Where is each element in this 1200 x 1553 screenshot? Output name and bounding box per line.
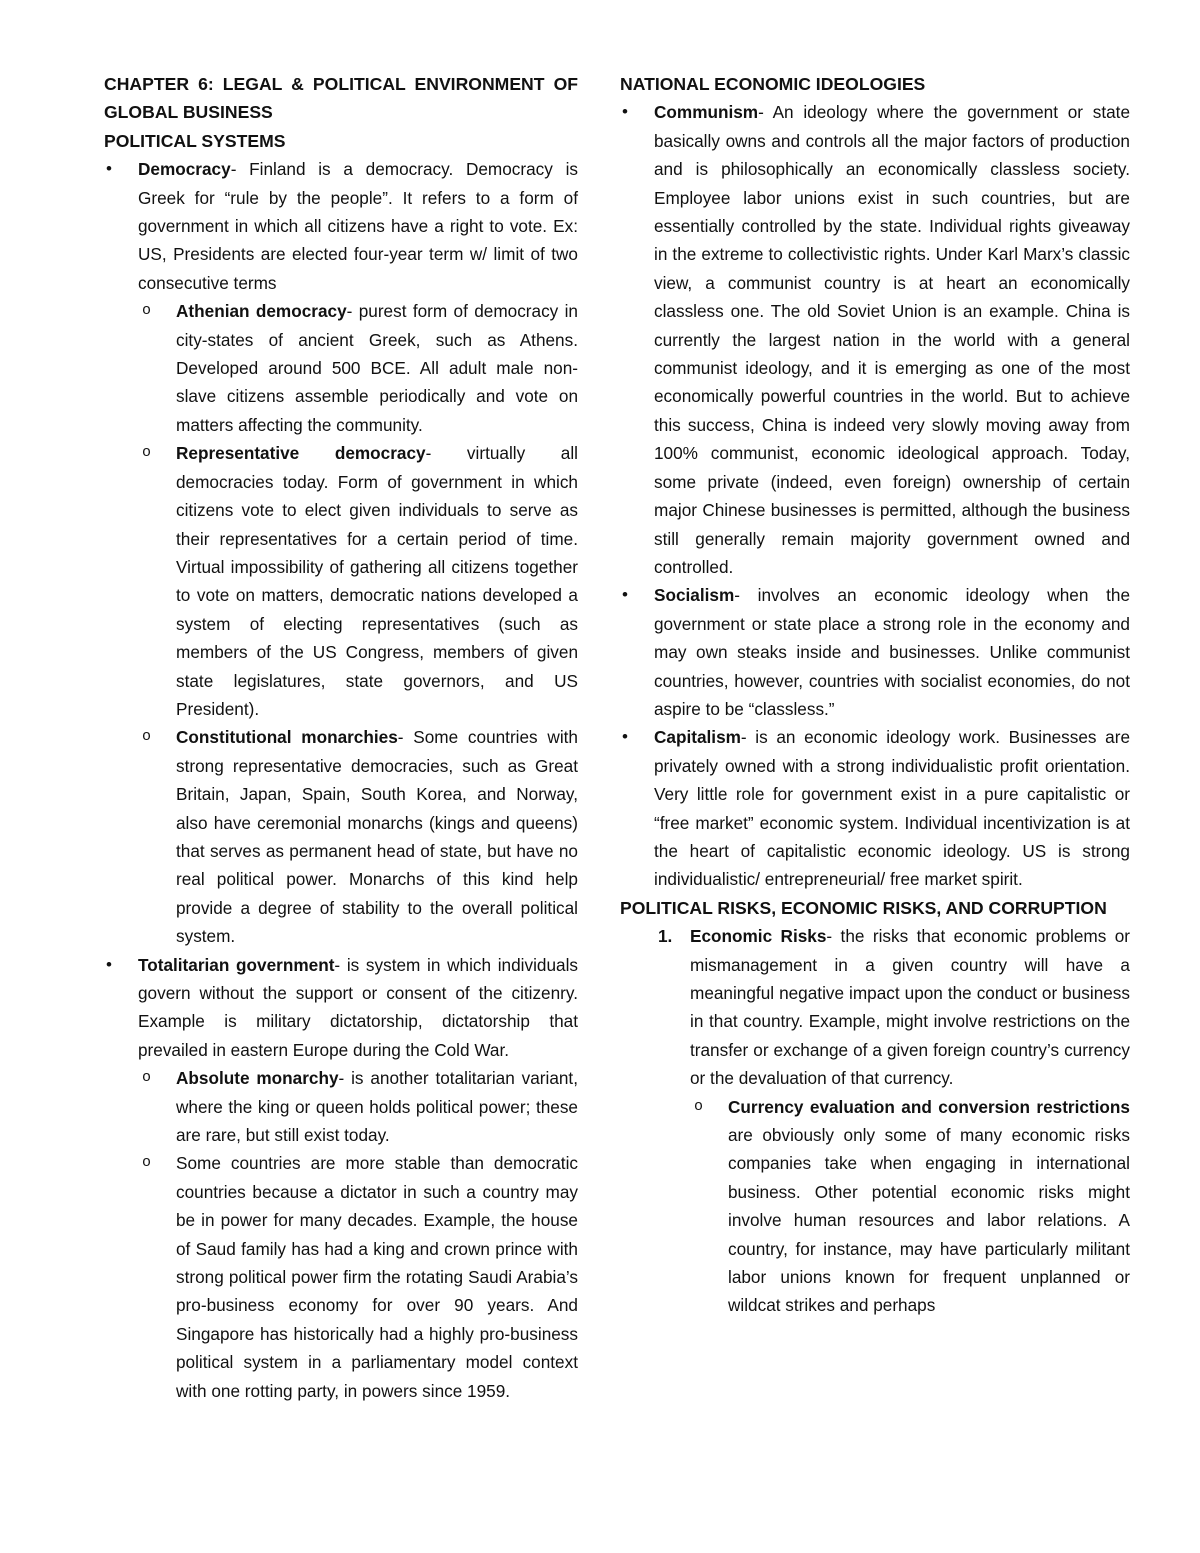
list-item-absolute-monarchy <box>138 1064 578 1149</box>
political-systems-list <box>104 155 578 1405</box>
term-economic-risks: Economic Risks <box>690 926 827 947</box>
list-item-capitalism <box>620 723 1130 893</box>
right-column <box>620 70 1130 1320</box>
term-totalitarian-government: Totalitarian government <box>138 954 335 975</box>
democracy-sublist <box>138 297 578 950</box>
definition-socialism: - involves an economic ideology when the government or state place a strong role in the economy and may own steaks inside and businesses. Unlike communist countries, however, countries with socialist economies, do not aspire to be “classless.” <box>654 585 1130 719</box>
list-item-currency-restrictions <box>690 1093 1130 1320</box>
term-capitalism: Capitalism <box>654 727 741 748</box>
section-title-political-systems: POLITICAL SYSTEMS <box>104 130 286 151</box>
section-title-economic-ideologies: NATIONAL ECONOMIC IDEOLOGIES <box>620 74 926 94</box>
definition-democracy: - Finland is a democracy. Democracy is Greek for “rule by the people”. It refers to a form of government in which all citizens have a right to vote. Ex: US, Presidents are elected four-year term w/ limit of two consecutive terms <box>138 159 578 293</box>
list-item-democracy <box>104 155 578 950</box>
definition-absolute-monarchy: - is another totalitarian variant, where the king or queen holds political power; these are rare, but still exist today. <box>176 1068 578 1146</box>
definition-constitutional-monarchies: - Some countries with strong representative democracies, such as Great Britain, Japan, Spain, South Korea, and Norway, also have ceremonial monarchs (kings and queens) that serves as permanent head of state, but have no real political power. Monarchs of this kind help provide a degree of stability to the overall political system. <box>176 727 578 947</box>
term-currency-restrictions: Currency evaluation and conversion restrictions <box>728 1096 1130 1117</box>
definition-communism: - An ideology where the government or state basically owns and controls all the major factors of production and is philosophically an economically classless society. Employee labor unions exist in such countries, but are essentially controlled by the state. Individual rights giveaway in the extreme to collectivistic rights. Under Karl Marx’s classic view, a communist country is at heart an economically classless one. The old Soviet Union is an example. China is currently the largest nation in the world with a general communist ideology, and it is emerging as one of the most economically powerful countries in the world. But to achieve this success, China is indeed very slowly moving away from 100% communist, economic ideological approach. Today, some private (indeed, even foreign) ownership of certain major Chinese businesses is permitted, although the business still generally remain majority government owned and controlled. <box>654 102 1130 577</box>
list-item-constitutional-monarchies <box>138 723 578 950</box>
economic-ideologies-list <box>620 98 1130 893</box>
term-absolute-monarchy: Absolute monarchy <box>176 1068 339 1089</box>
definition-athenian-democracy: - purest form of democracy in city-states of ancient Greek, such as Athens. Developed around 500 BCE. All adult male non-slave citizens assemble periodically and vote on matters affecting the community. <box>176 301 578 435</box>
definition-economic-risks: - the risks that economic problems or mismanagement in a given country will have a meaningful negative impact upon the conduct or business in that country. Example, might involve restrictions on the transfer or exchange of a given foreign country’s currency or the devaluation of that currency. <box>690 926 1131 1089</box>
definition-totalitarian-government: - is system in which individuals govern without the support or consent of the citizenry. Example is military dictatorship, dictatorship that prevailed in eastern Europe during the Cold War. <box>138 954 578 1060</box>
risks-list <box>620 922 1130 1320</box>
term-representative-democracy: Representative democracy <box>176 443 426 464</box>
left-column <box>104 70 578 1405</box>
term-constitutional-monarchies: Constitutional monarchies <box>176 727 398 748</box>
term-socialism: Socialism <box>654 585 735 606</box>
list-item-socialism <box>620 581 1130 723</box>
definition-capitalism: - is an economic ideology work. Businesses are privately owned with a strong individualistic profit orientation. Very little role for government exist in a pure capitalistic or “free market” economic system. Individual incentivization is at the heart of capitalistic economic ideology. US is strong individualistic/ entrepreneurial/ free market spirit. <box>654 727 1130 890</box>
list-item-totalitarian-government <box>104 951 578 1406</box>
term-democracy: Democracy <box>138 159 231 180</box>
definition-currency-restrictions: are obviously only some of many economic risks companies take when engaging in international business. Other potential economic risks might involve human resources and labor relations. A country, for instance, may have particularly militant labor unions known for frequent unplanned or wildcat strikes and perhaps <box>728 1125 1130 1316</box>
economic-risks-sublist <box>690 1093 1130 1320</box>
list-item-athenian-democracy <box>138 297 578 439</box>
totalitarian-sublist <box>138 1064 578 1405</box>
section-title-risks: POLITICAL RISKS, ECONOMIC RISKS, AND CORRUPTION <box>620 897 1107 918</box>
list-item-communism <box>620 98 1130 581</box>
chapter-title: CHAPTER 6: LEGAL & POLITICAL ENVIRONMENT OF GLOBAL BUSINESS <box>104 74 578 123</box>
list-item-economic-risks <box>620 922 1130 1320</box>
term-athenian-democracy: Athenian democracy <box>176 301 347 322</box>
list-item-stability-note <box>138 1149 578 1405</box>
list-number: 1. <box>658 926 673 947</box>
list-item-representative-democracy <box>138 439 578 723</box>
stability-note-text: Some countries are more stable than democratic countries because a dictator in such a country may be in power for many decades. Example, the house of Saud family has had a king and crown prince with strong political power firm the rotating Saudi Arabia’s pro-business economy for over 90 years. And Singapore has historically had a highly pro-business political system in a parliamentary model context with one rotting party, in powers since 1959. <box>176 1153 578 1401</box>
definition-representative-democracy: - virtually all democracies today. Form of government in which citizens vote to elect given individuals to serve as their representatives for a certain period of time. Virtual impossibility of gathering all citizens together to vote on matters, democratic nations developed a system of electing representatives (such as members of the US Congress, members of given state legislatures, state governors, and US President). <box>176 443 578 719</box>
term-communism: Communism <box>654 102 759 123</box>
